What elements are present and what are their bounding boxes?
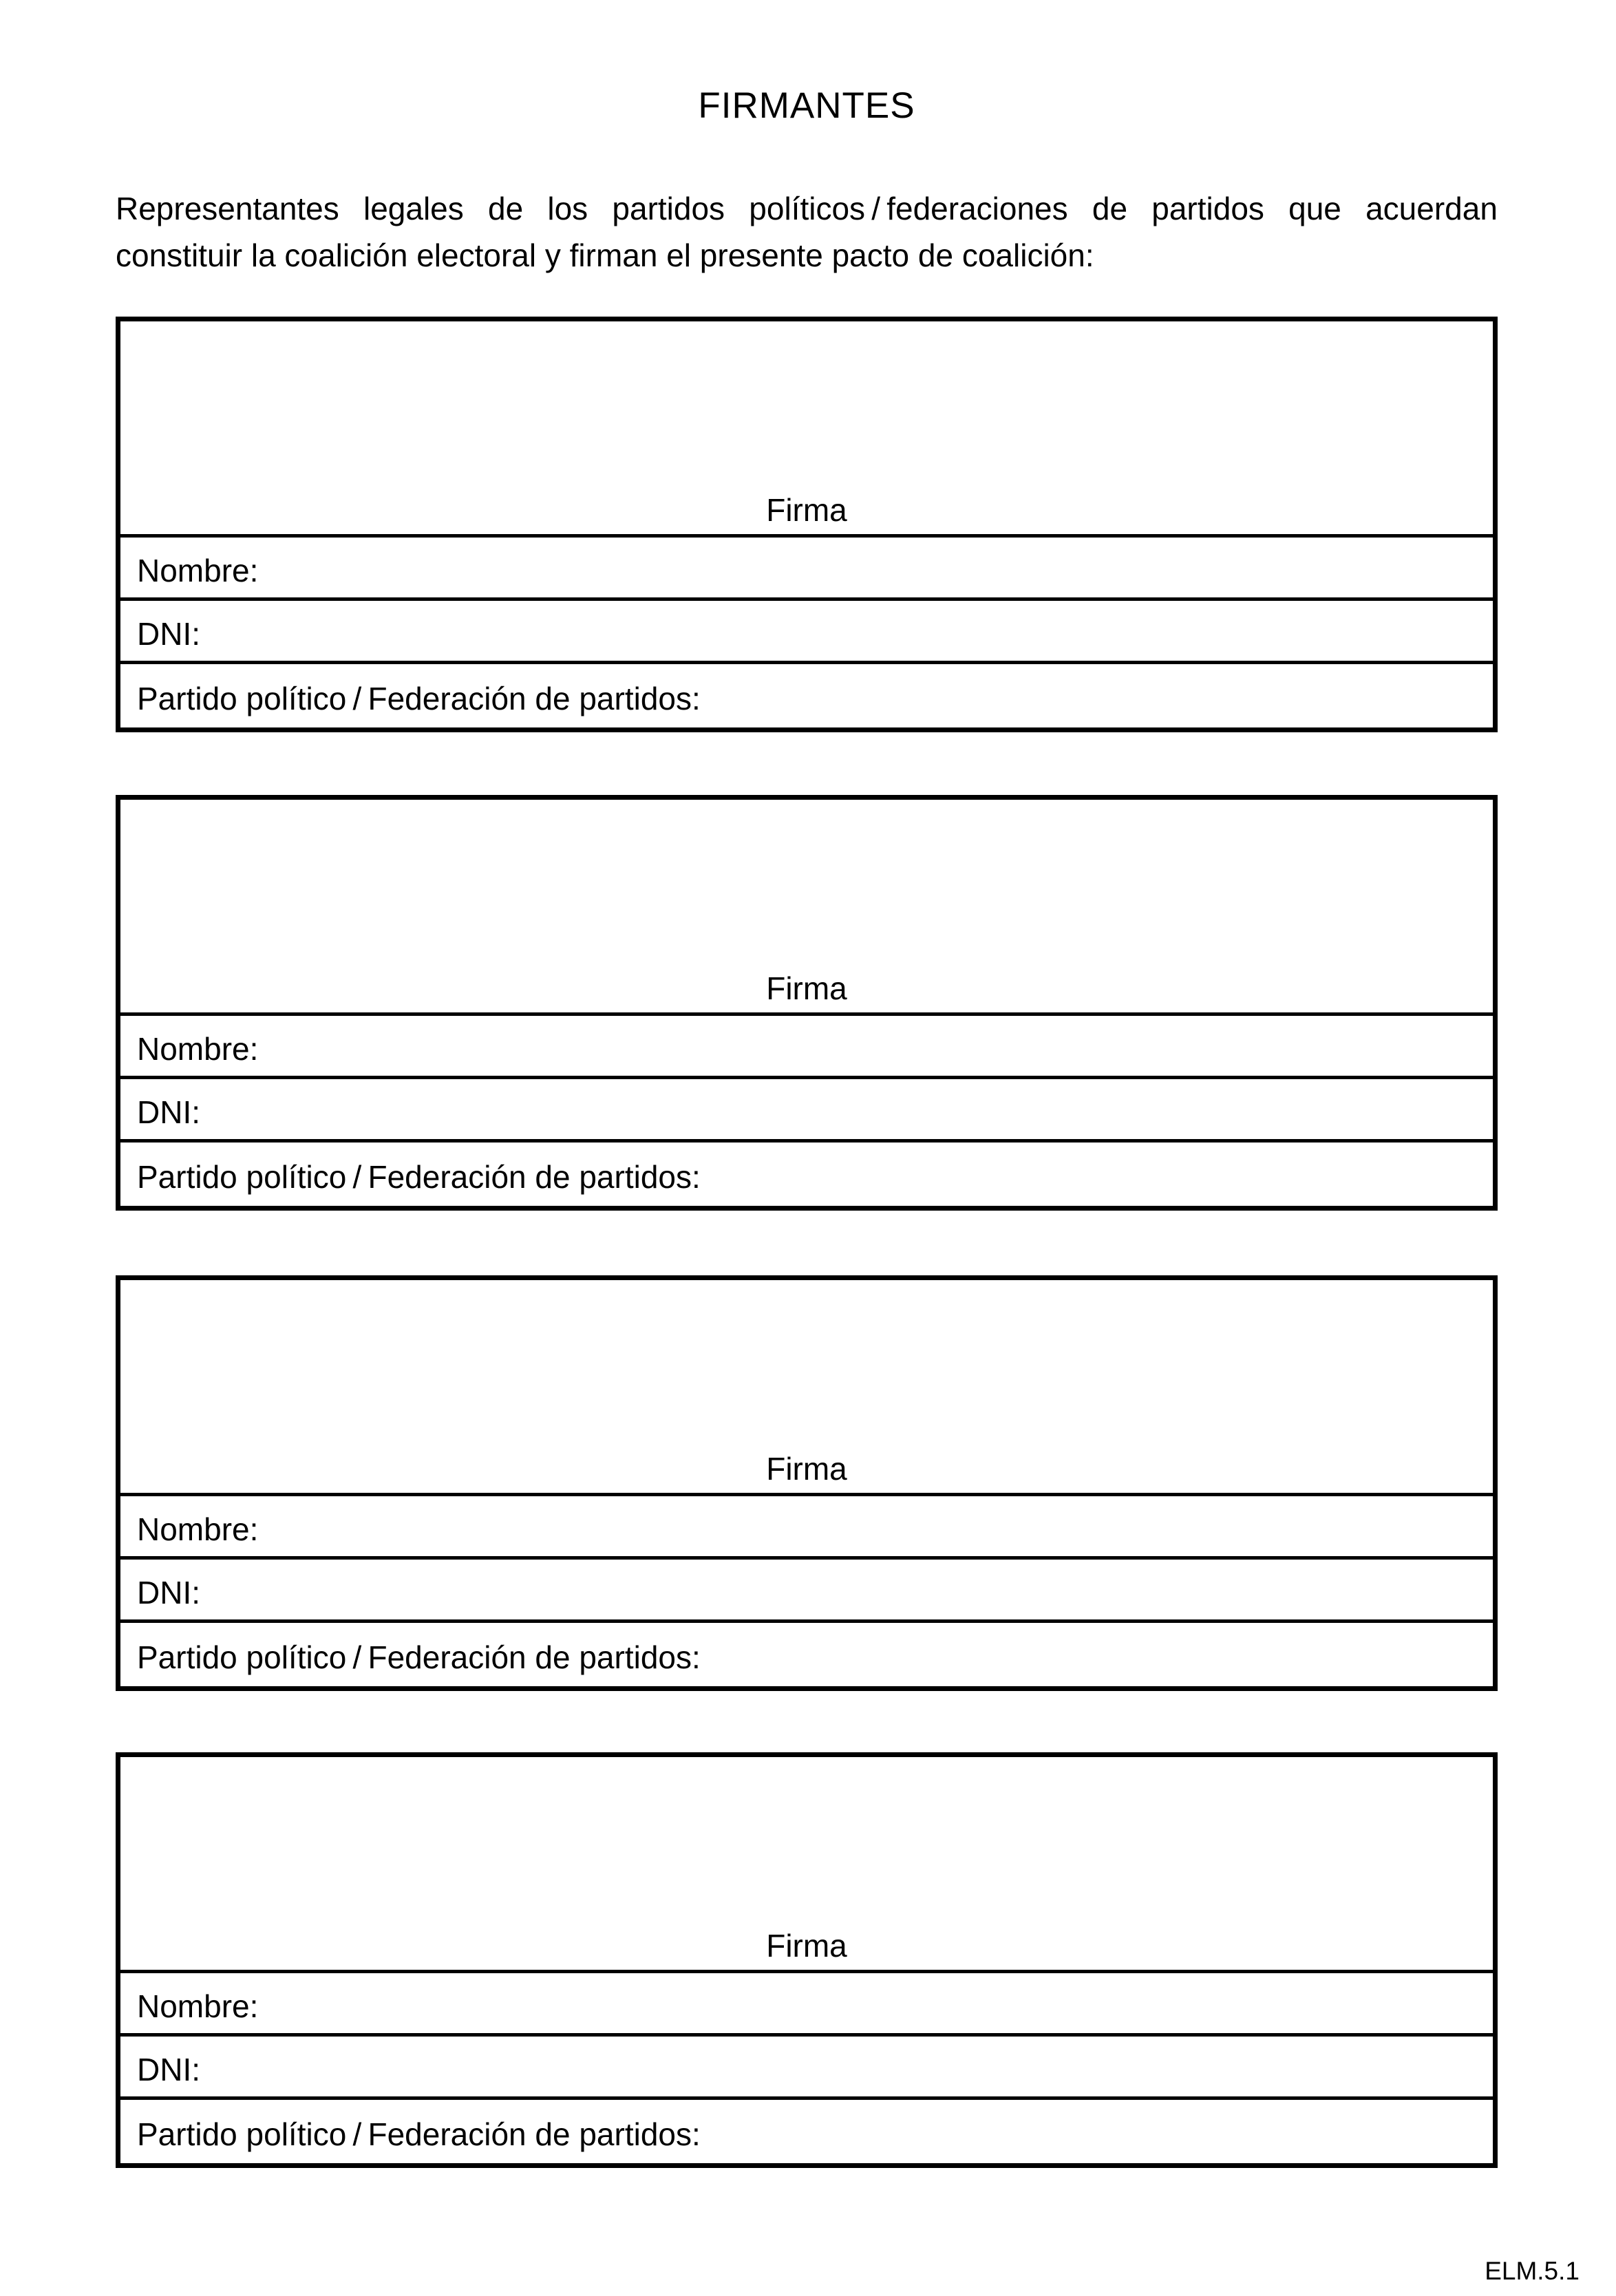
- party-row: [120, 1623, 1493, 1686]
- name-value: [258, 570, 1493, 571]
- name-row: [120, 1973, 1493, 2037]
- signature-area: [120, 321, 1493, 538]
- name-label: Nombre:: [137, 552, 259, 588]
- firma-label: Firma: [766, 492, 847, 528]
- intro-line-1: Representantes legales de los partidos políticos / federaciones de partidos que acuerdan: [116, 191, 1498, 226]
- signature-area: [120, 1280, 1493, 1496]
- dni-label: DNI:: [137, 615, 200, 652]
- dni-label: DNI:: [137, 1574, 200, 1611]
- dni-value: [200, 1592, 1493, 1593]
- dni-row: [120, 2037, 1493, 2100]
- party-label: Partido político / Federación de partidos:: [137, 681, 701, 716]
- name-label: Nombre:: [137, 1511, 259, 1547]
- party-label: Partido político / Federación de partidos:: [137, 2116, 701, 2152]
- name-row: [120, 1496, 1493, 1560]
- dni-row: [120, 601, 1493, 664]
- signature-block-4: [116, 1752, 1498, 2168]
- party-value: [701, 2134, 1493, 2135]
- intro-line-2: constituir la coalición electoral y firman el presente pacto de coalición:: [116, 237, 1094, 273]
- party-value: [701, 1177, 1493, 1178]
- signature-block-3: [116, 1275, 1498, 1691]
- firma-label: Firma: [766, 1928, 847, 1964]
- dni-label: DNI:: [137, 1094, 200, 1130]
- name-value: [258, 1048, 1493, 1049]
- party-row: [120, 664, 1493, 727]
- signature-area: [120, 1757, 1493, 1973]
- firma-label: Firma: [766, 1451, 847, 1487]
- page-title: FIRMANTES: [698, 85, 915, 126]
- name-label: Nombre:: [137, 1030, 259, 1067]
- party-row: [120, 1142, 1493, 1206]
- name-row: [120, 538, 1493, 601]
- party-label: Partido político / Federación de partidos:: [137, 1639, 701, 1675]
- dni-value: [200, 2069, 1493, 2070]
- name-label: Nombre:: [137, 1988, 259, 2024]
- dni-row: [120, 1079, 1493, 1142]
- name-row: [120, 1016, 1493, 1079]
- signature-block-2: [116, 795, 1498, 1211]
- party-row: [120, 2100, 1493, 2163]
- signature-area: [120, 800, 1493, 1016]
- dni-row: [120, 1560, 1493, 1623]
- dni-value: [200, 633, 1493, 634]
- signature-block-1: [116, 317, 1498, 732]
- party-value: [701, 1657, 1493, 1658]
- intro-paragraph: [116, 185, 1498, 279]
- firma-label: Firma: [766, 970, 847, 1006]
- form-code: ELM.5.1: [1485, 2257, 1580, 2285]
- dni-label: DNI:: [137, 2051, 200, 2087]
- party-label: Partido político / Federación de partidos:: [137, 1159, 701, 1195]
